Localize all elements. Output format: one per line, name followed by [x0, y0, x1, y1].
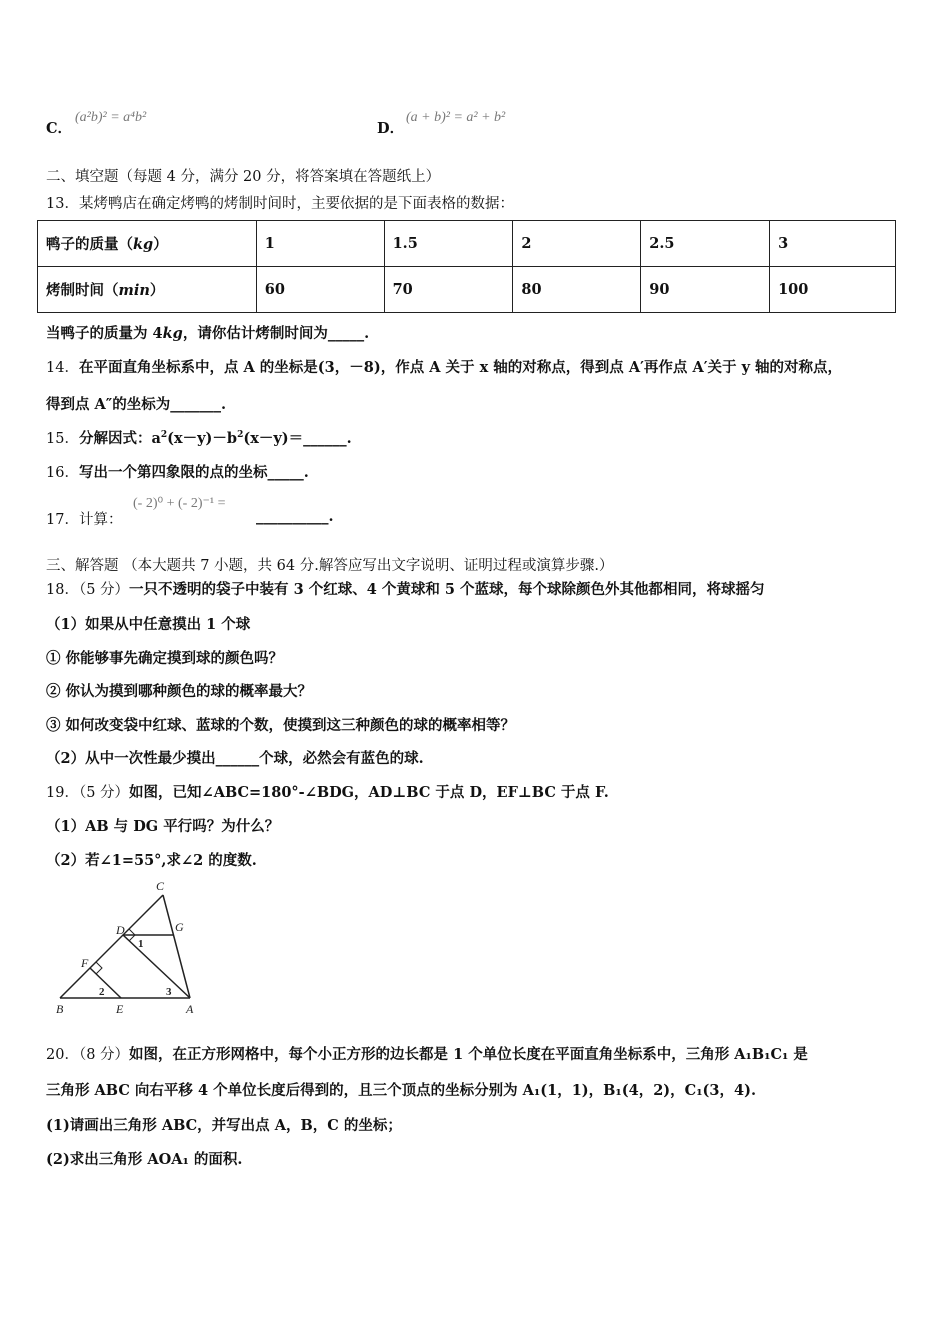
section3-title: 三、解答题 （本大题共 7 小题，共 64 分.解答应写出文字说明、证明过程或演算步骤.） — [46, 558, 614, 574]
q18-part2: （2）从中一次性最少摸出______个球，必然会有蓝色的球. — [46, 750, 424, 767]
table-cell: 100 — [770, 267, 896, 313]
label-b: B — [56, 1002, 64, 1016]
label-c: C — [156, 879, 165, 893]
label-g: G — [175, 920, 184, 934]
angle-label-2: 2 — [99, 986, 105, 998]
table-header-time: 烤制时间（min） — [38, 267, 257, 313]
q18-stem: 18．（5 分）一只不透明的袋子中装有 3 个红球、4 个黄球和 5 个蓝球，每个球除颜色外其他都相同，将球摇匀 — [46, 581, 765, 598]
q18-sub2: ② 你认为摸到哪种颜色的球的概率最大？ — [46, 683, 313, 700]
option-c-formula: (a²b)² = a⁴b² — [75, 110, 147, 125]
q20-part1: (1)请画出三角形 ABC，并写出点 A，B，C 的坐标； — [46, 1117, 402, 1134]
segment-da — [123, 935, 190, 998]
table-cell: 1 — [256, 221, 384, 267]
q19-geometry-figure — [50, 878, 210, 1020]
q20-line1: 20．（8 分）如图，在正方形网格中，每个小正方形的边长都是 1 个单位长度在平面直角坐标系中，三角形 A₁B₁C₁ 是 — [46, 1046, 808, 1063]
table-cell: 60 — [256, 267, 384, 313]
table-header-mass: 鸭子的质量（kg） — [38, 221, 257, 267]
table-row — [38, 267, 896, 313]
label-d: D — [116, 923, 125, 937]
q14-line1: 14．在平面直角坐标系中，点 A 的坐标是(3，－8)，作点 A 关于 x 轴的对称点，得到点 A′再作点 A′关于 y 轴的对称点， — [46, 359, 843, 376]
q19-part2: （2）若∠1=55°,求∠2 的度数. — [46, 852, 257, 869]
q16: 16．写出一个第四象限的点的坐标_____. — [46, 464, 309, 481]
table-cell: 3 — [770, 221, 896, 267]
q17-blank: __________. — [256, 508, 334, 525]
duck-table — [37, 220, 896, 313]
q17-formula: (- 2)⁰ + (- 2)⁻¹ = — [133, 496, 226, 511]
table-cell: 80 — [513, 267, 641, 313]
q15: 15．分解因式：$a^2(x-y)-b^2(x-y)=\_\_\_\_\_\_$. — [46, 430, 352, 447]
option-c-label: C． — [46, 120, 73, 137]
table-cell: 70 — [384, 267, 513, 313]
segment-ca — [163, 895, 190, 998]
option-d-label: D． — [377, 120, 405, 137]
q17-label: 17．计算： — [46, 512, 123, 528]
q20-part2: (2)求出三角形 AOA₁ 的面积. — [46, 1151, 243, 1168]
q18-sub1: ① 你能够事先确定摸到球的颜色吗？ — [46, 650, 284, 667]
q18-sub3: ③ 如何改变袋中红球、蓝球的个数，使摸到这三种颜色的球的概率相等？ — [46, 717, 516, 734]
table-cell: 2.5 — [641, 221, 770, 267]
q13-followup: 当鸭子的质量为 4kg，请你估计烤制时间为_____. — [46, 325, 370, 342]
table-cell: 2 — [513, 221, 641, 267]
q14-line2: 得到点 A″的坐标为_______. — [46, 396, 227, 413]
option-d-formula: (a + b)² = a² + b² — [406, 110, 506, 125]
label-a: A — [186, 1002, 194, 1016]
label-f: F — [81, 956, 89, 970]
q13-stem: 13．某烤鸭店在确定烤鸭的烤制时间时，主要依据的是下面表格的数据： — [46, 196, 514, 212]
q18-part1: （1）如果从中任意摸出 1 个球 — [46, 616, 251, 633]
table-cell: 90 — [641, 267, 770, 313]
q20-line2: 三角形 ABC 向右平移 4 个单位长度后得到的，且三个顶点的坐标分别为 A₁(1，1)，B₁(4，2)，C₁(3，4). — [46, 1082, 756, 1099]
section2-title: 二、填空题（每题 4 分，满分 20 分，将答案填在答题纸上） — [46, 169, 441, 185]
segment-fe — [90, 968, 121, 998]
label-e: E — [116, 1002, 124, 1016]
table-cell: 1.5 — [384, 221, 513, 267]
table-row — [38, 221, 896, 267]
q19-stem: 19．（5 分）如图，已知∠ABC=180°-∠BDG，AD⊥BC 于点 D，EF⊥BC 于点 F. — [46, 784, 609, 801]
angle-label-1: 1 — [138, 938, 144, 950]
segment-bc — [60, 895, 163, 998]
angle-label-3: 3 — [166, 986, 172, 998]
q19-part1: （1）AB 与 DG 平行吗？为什么？ — [46, 818, 280, 835]
right-angle-mark-f — [96, 962, 102, 974]
